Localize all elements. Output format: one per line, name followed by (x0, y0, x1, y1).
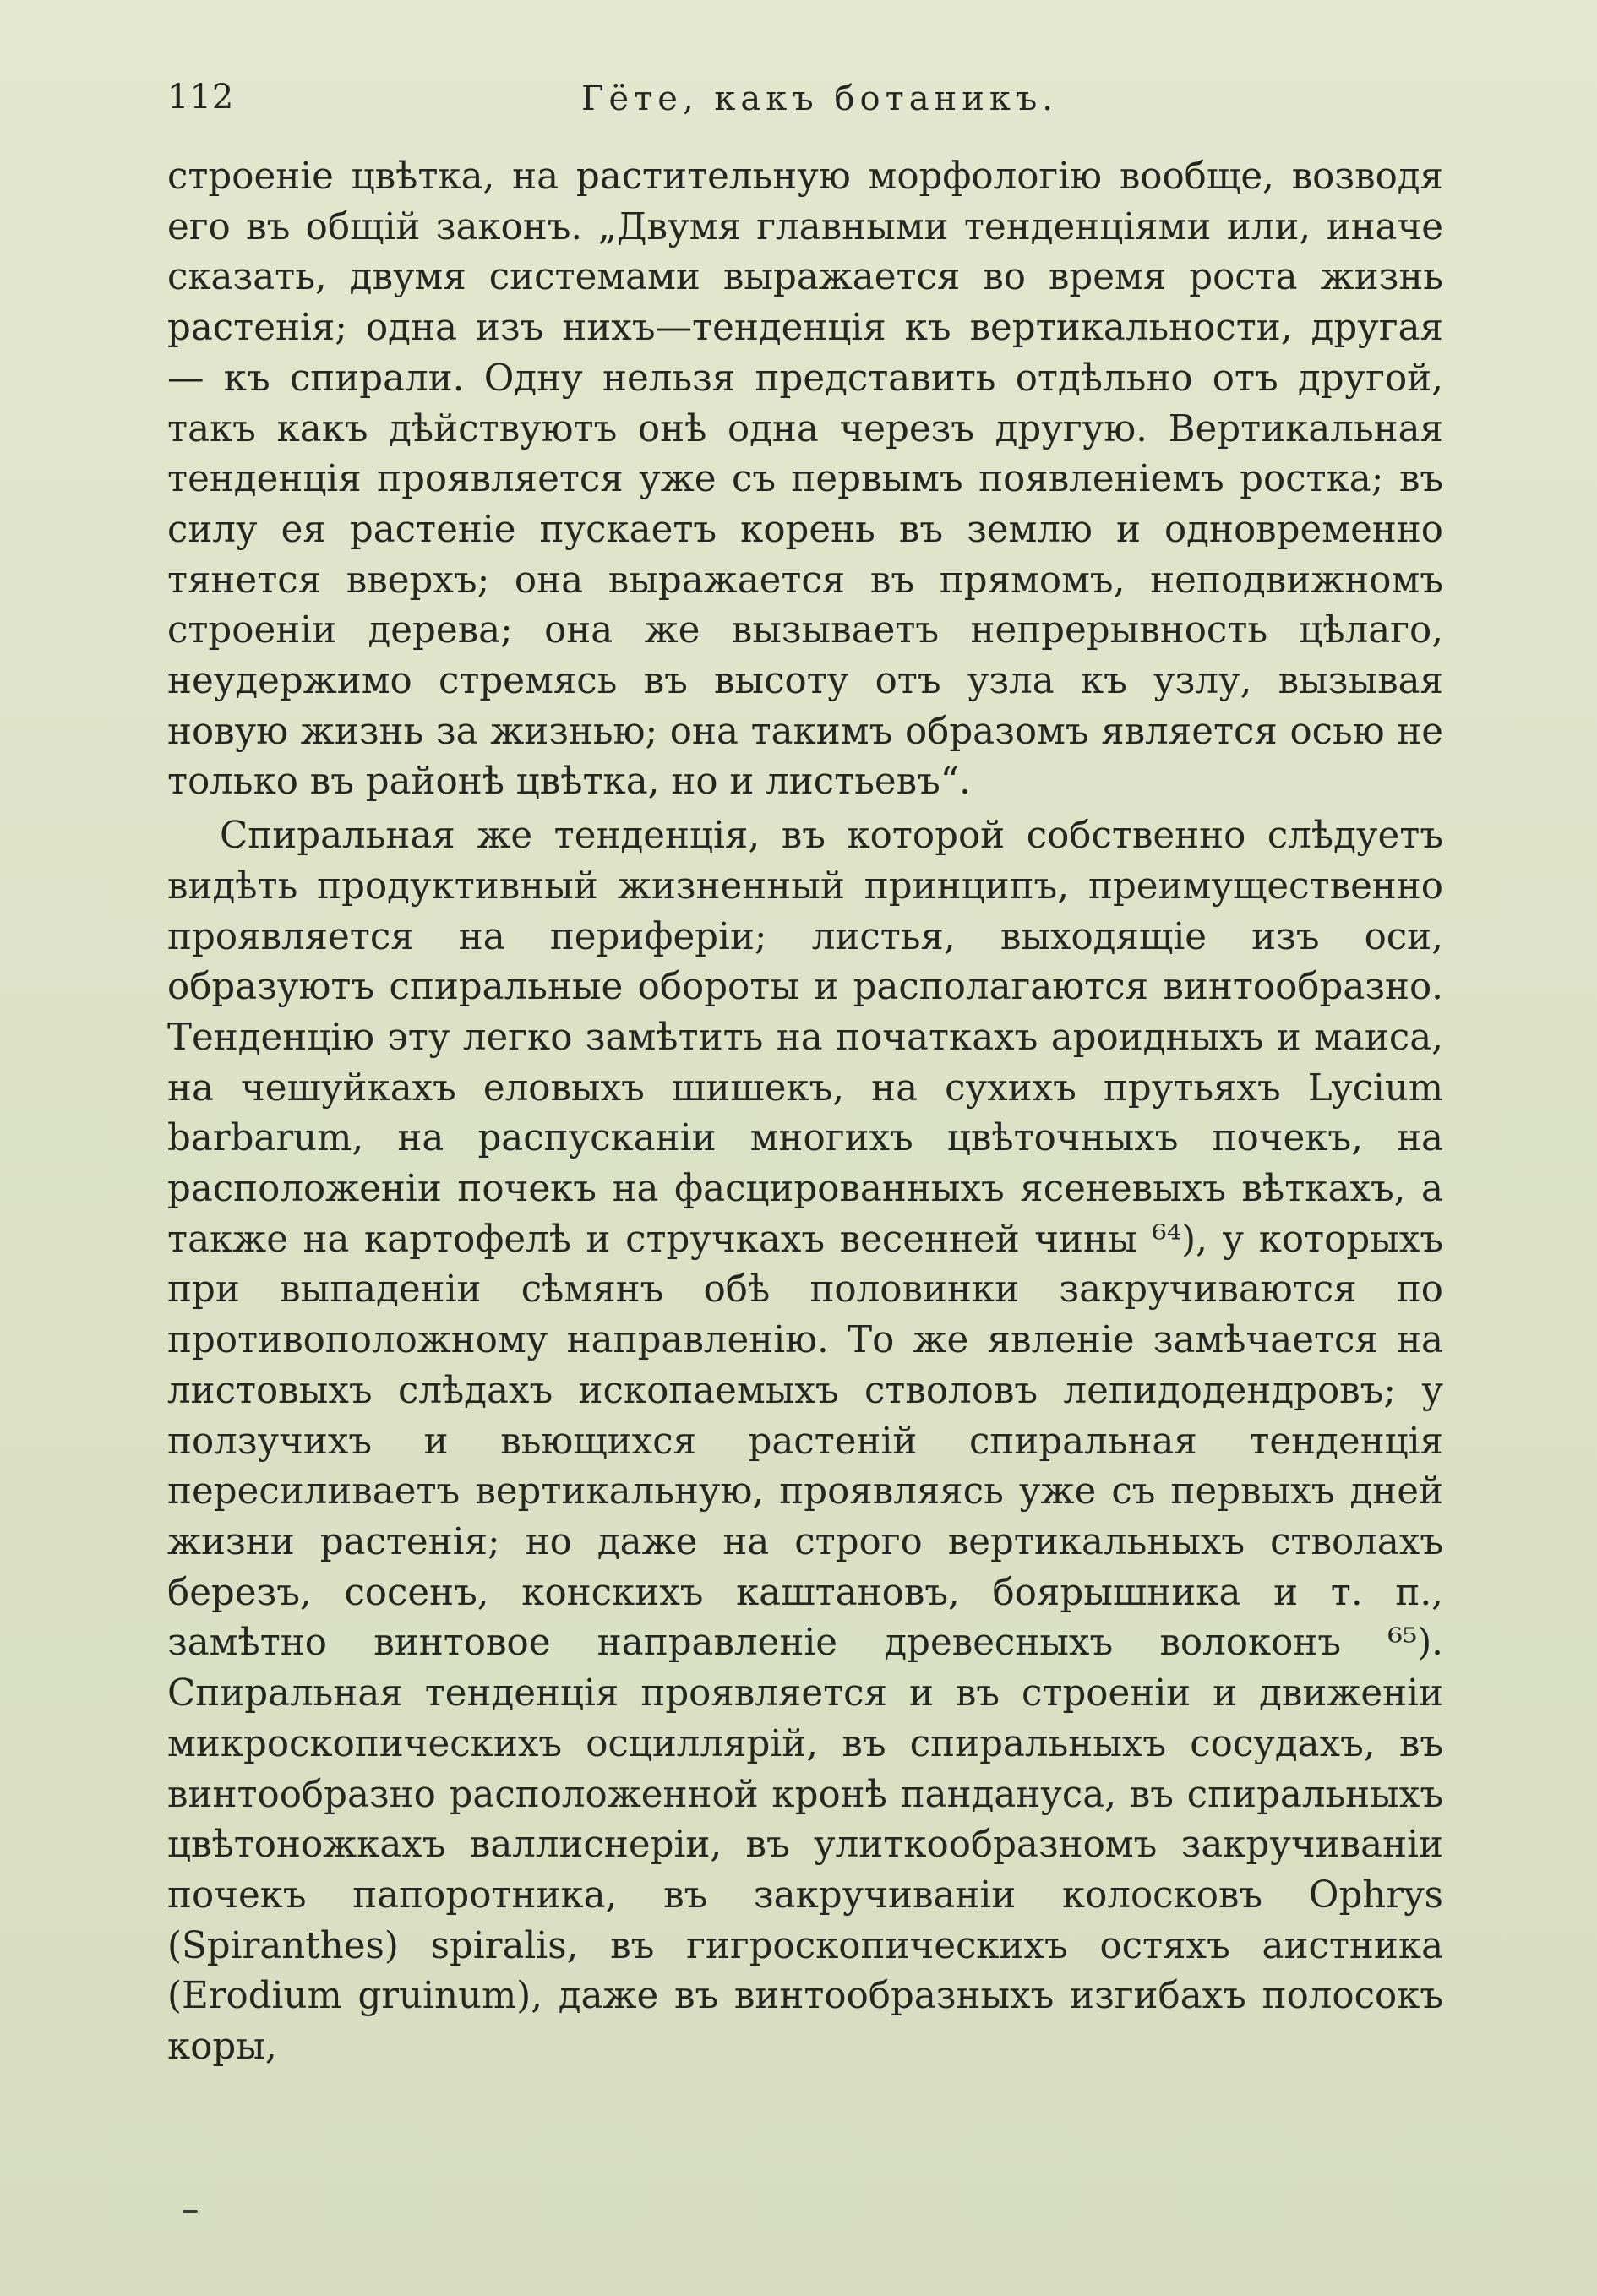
page-number: 112 (167, 78, 235, 117)
body-text (167, 152, 1443, 2073)
paragraph: Спиральная же тенденція, въ которой собственно слѣдуетъ видѣть продуктивный жизненный принципъ, преимущественно проявляется на периферіи; листья, выходящіе изъ оси, образуютъ спиральные обороты и располагаются винтообразно. Тенденцію эту легко замѣтить на початкахъ ароидныхъ и маиса, на чешуйкахъ еловыхъ шишекъ, на сухихъ прутьяхъ Lycium barbarum, на распусканіи многихъ цвѣточныхъ почекъ, на расположеніи почекъ на фасцированныхъ ясеневыхъ вѣткахъ, а также на картофелѣ и стручкахъ весенней чины ⁶⁴), у которыхъ при выпаденіи сѣмянъ обѣ половинки закручиваются по противоположному направленію. То же явленіе замѣчается на листовыхъ слѣдахъ ископаемыхъ стволовъ лепидодендровъ; у ползучихъ и вьющихся растеній спиральная тенденція пересиливаетъ вертикальную, проявляясь уже съ первыхъ дней жизни растенія; но даже на строго вертикальныхъ стволахъ березъ, сосенъ, конскихъ каштановъ, боярышника и т. п., замѣтно винтовое направленіе древесныхъ волоконъ ⁶⁵). Спиральная тенденція проявляется и въ строеніи и движеніи микроскопическихъ осциллярій, въ спиральныхъ сосудахъ, въ винтообразно расположенной кронѣ пандануса, въ спиральныхъ цвѣтоножкахъ валлиснеріи, въ улиткообразномъ закручиваніи почекъ папоротника, въ закручиваніи колосковъ Ophrys (Spiranthes) spiralis, въ гигроскопическихъ остяхъ аистника (Erodium gruinum), даже въ винтообразныхъ изгибахъ полосокъ коры, (167, 815, 1443, 2069)
paragraph: строеніе цвѣтка, на растительную морфологію вообще, возводя его въ общій законъ. „Двумя главными тенденціями или, иначе сказать, двумя системами выражается во время роста жизнь растенія; одна изъ нихъ—тенденція къ вертикальности, другая — къ спирали. Одну нельзя представить отдѣльно отъ другой, такъ какъ дѣйствуютъ онѣ одна черезъ другую. Вертикальная тенденція проявляется уже съ первымъ появленіемъ ростка; въ силу ея растеніе пускаетъ корень въ землю и одновременно тянется вверхъ; она выражается въ прямомъ, неподвижномъ строеніи дерева; она же вызываетъ непрерывность цѣлаго, неудержимо стремясь въ высоту отъ узла къ узлу, вызывая новую жизнь за жизнью; она такимъ образомъ является осью не только въ районѣ цвѣтка, но и листьевъ“. (167, 155, 1443, 804)
running-title: Гёте, какъ ботаникъ. (581, 79, 1059, 118)
page-header (167, 78, 1435, 128)
printer-mark (183, 2210, 198, 2213)
